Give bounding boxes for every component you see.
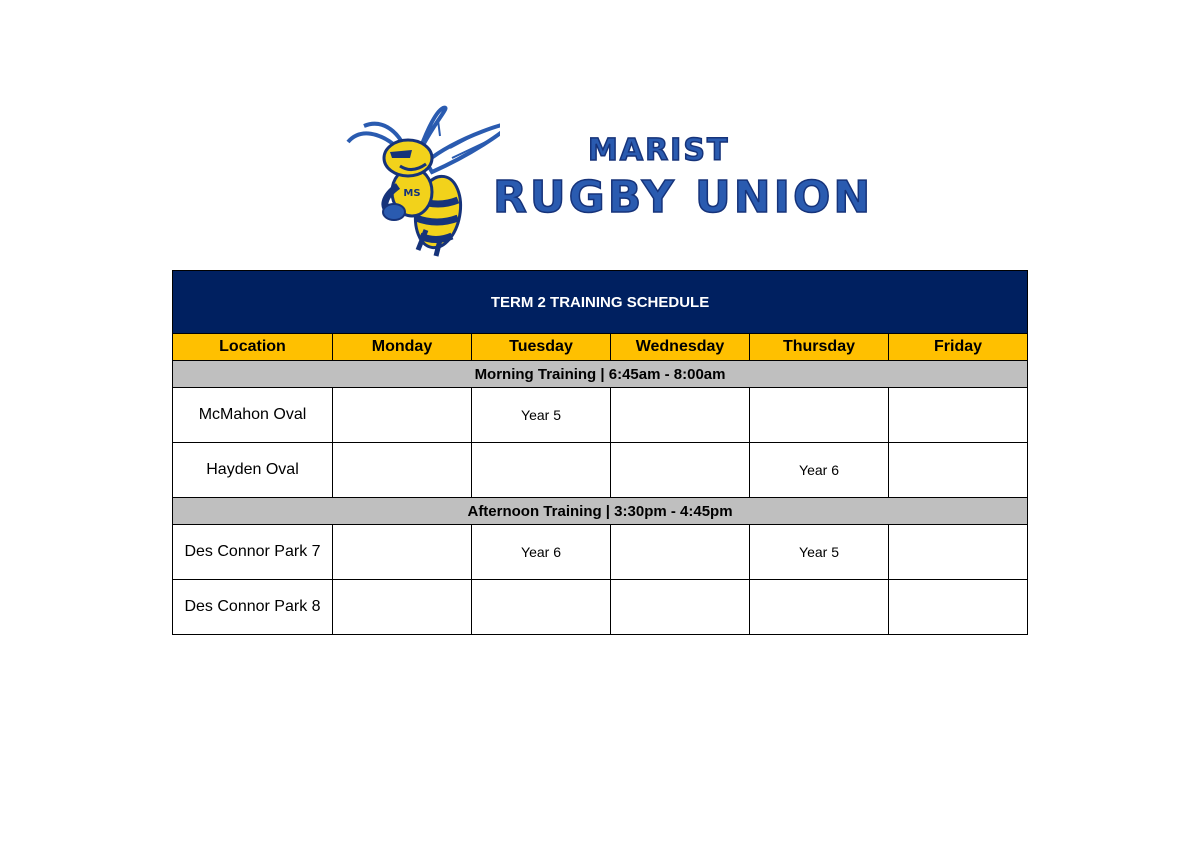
table-row xyxy=(173,443,1028,498)
schedule-cell: Year 5 xyxy=(750,525,889,580)
schedule-cell xyxy=(889,443,1028,498)
schedule-cell xyxy=(611,388,750,443)
logo-line-marist: MARIST xyxy=(588,133,730,168)
location-cell: Des Connor Park 7 xyxy=(173,525,333,580)
schedule-cell xyxy=(333,525,472,580)
schedule-cell xyxy=(472,443,611,498)
schedule-cell xyxy=(333,388,472,443)
table-row xyxy=(173,580,1028,635)
section-label: Afternoon Training | 3:30pm - 4:45pm xyxy=(173,498,1028,525)
schedule-cell xyxy=(333,443,472,498)
header-row xyxy=(173,334,1028,361)
table-row xyxy=(173,388,1028,443)
location-cell: Des Connor Park 8 xyxy=(173,580,333,635)
schedule-cell: Year 6 xyxy=(750,443,889,498)
header-thursday: Thursday xyxy=(750,334,889,361)
section-row-morning xyxy=(173,361,1028,388)
location-cell: McMahon Oval xyxy=(173,388,333,443)
table-row xyxy=(173,525,1028,580)
schedule-cell xyxy=(750,388,889,443)
bee-mascot-icon xyxy=(340,100,500,260)
badge-text: MS xyxy=(403,188,421,199)
header-wednesday: Wednesday xyxy=(611,334,750,361)
header-tuesday: Tuesday xyxy=(472,334,611,361)
schedule-cell: Year 5 xyxy=(472,388,611,443)
section-row-afternoon xyxy=(173,498,1028,525)
schedule-title-row xyxy=(173,271,1028,334)
training-schedule-table xyxy=(172,270,1028,635)
schedule-title: TERM 2 TRAINING SCHEDULE xyxy=(173,271,1028,334)
schedule-cell xyxy=(889,580,1028,635)
logo-line-rugby-union: RUGBY UNION xyxy=(493,172,874,223)
schedule-cell xyxy=(611,580,750,635)
schedule-cell xyxy=(750,580,889,635)
section-label: Morning Training | 6:45am - 8:00am xyxy=(173,361,1028,388)
schedule-cell xyxy=(472,580,611,635)
header-monday: Monday xyxy=(333,334,472,361)
schedule-cell xyxy=(611,443,750,498)
schedule-cell: Year 6 xyxy=(472,525,611,580)
schedule-cell xyxy=(889,525,1028,580)
location-cell: Hayden Oval xyxy=(173,443,333,498)
schedule-cell xyxy=(889,388,1028,443)
schedule-cell xyxy=(333,580,472,635)
schedule-cell xyxy=(611,525,750,580)
header-location: Location xyxy=(173,334,333,361)
header-friday: Friday xyxy=(889,334,1028,361)
